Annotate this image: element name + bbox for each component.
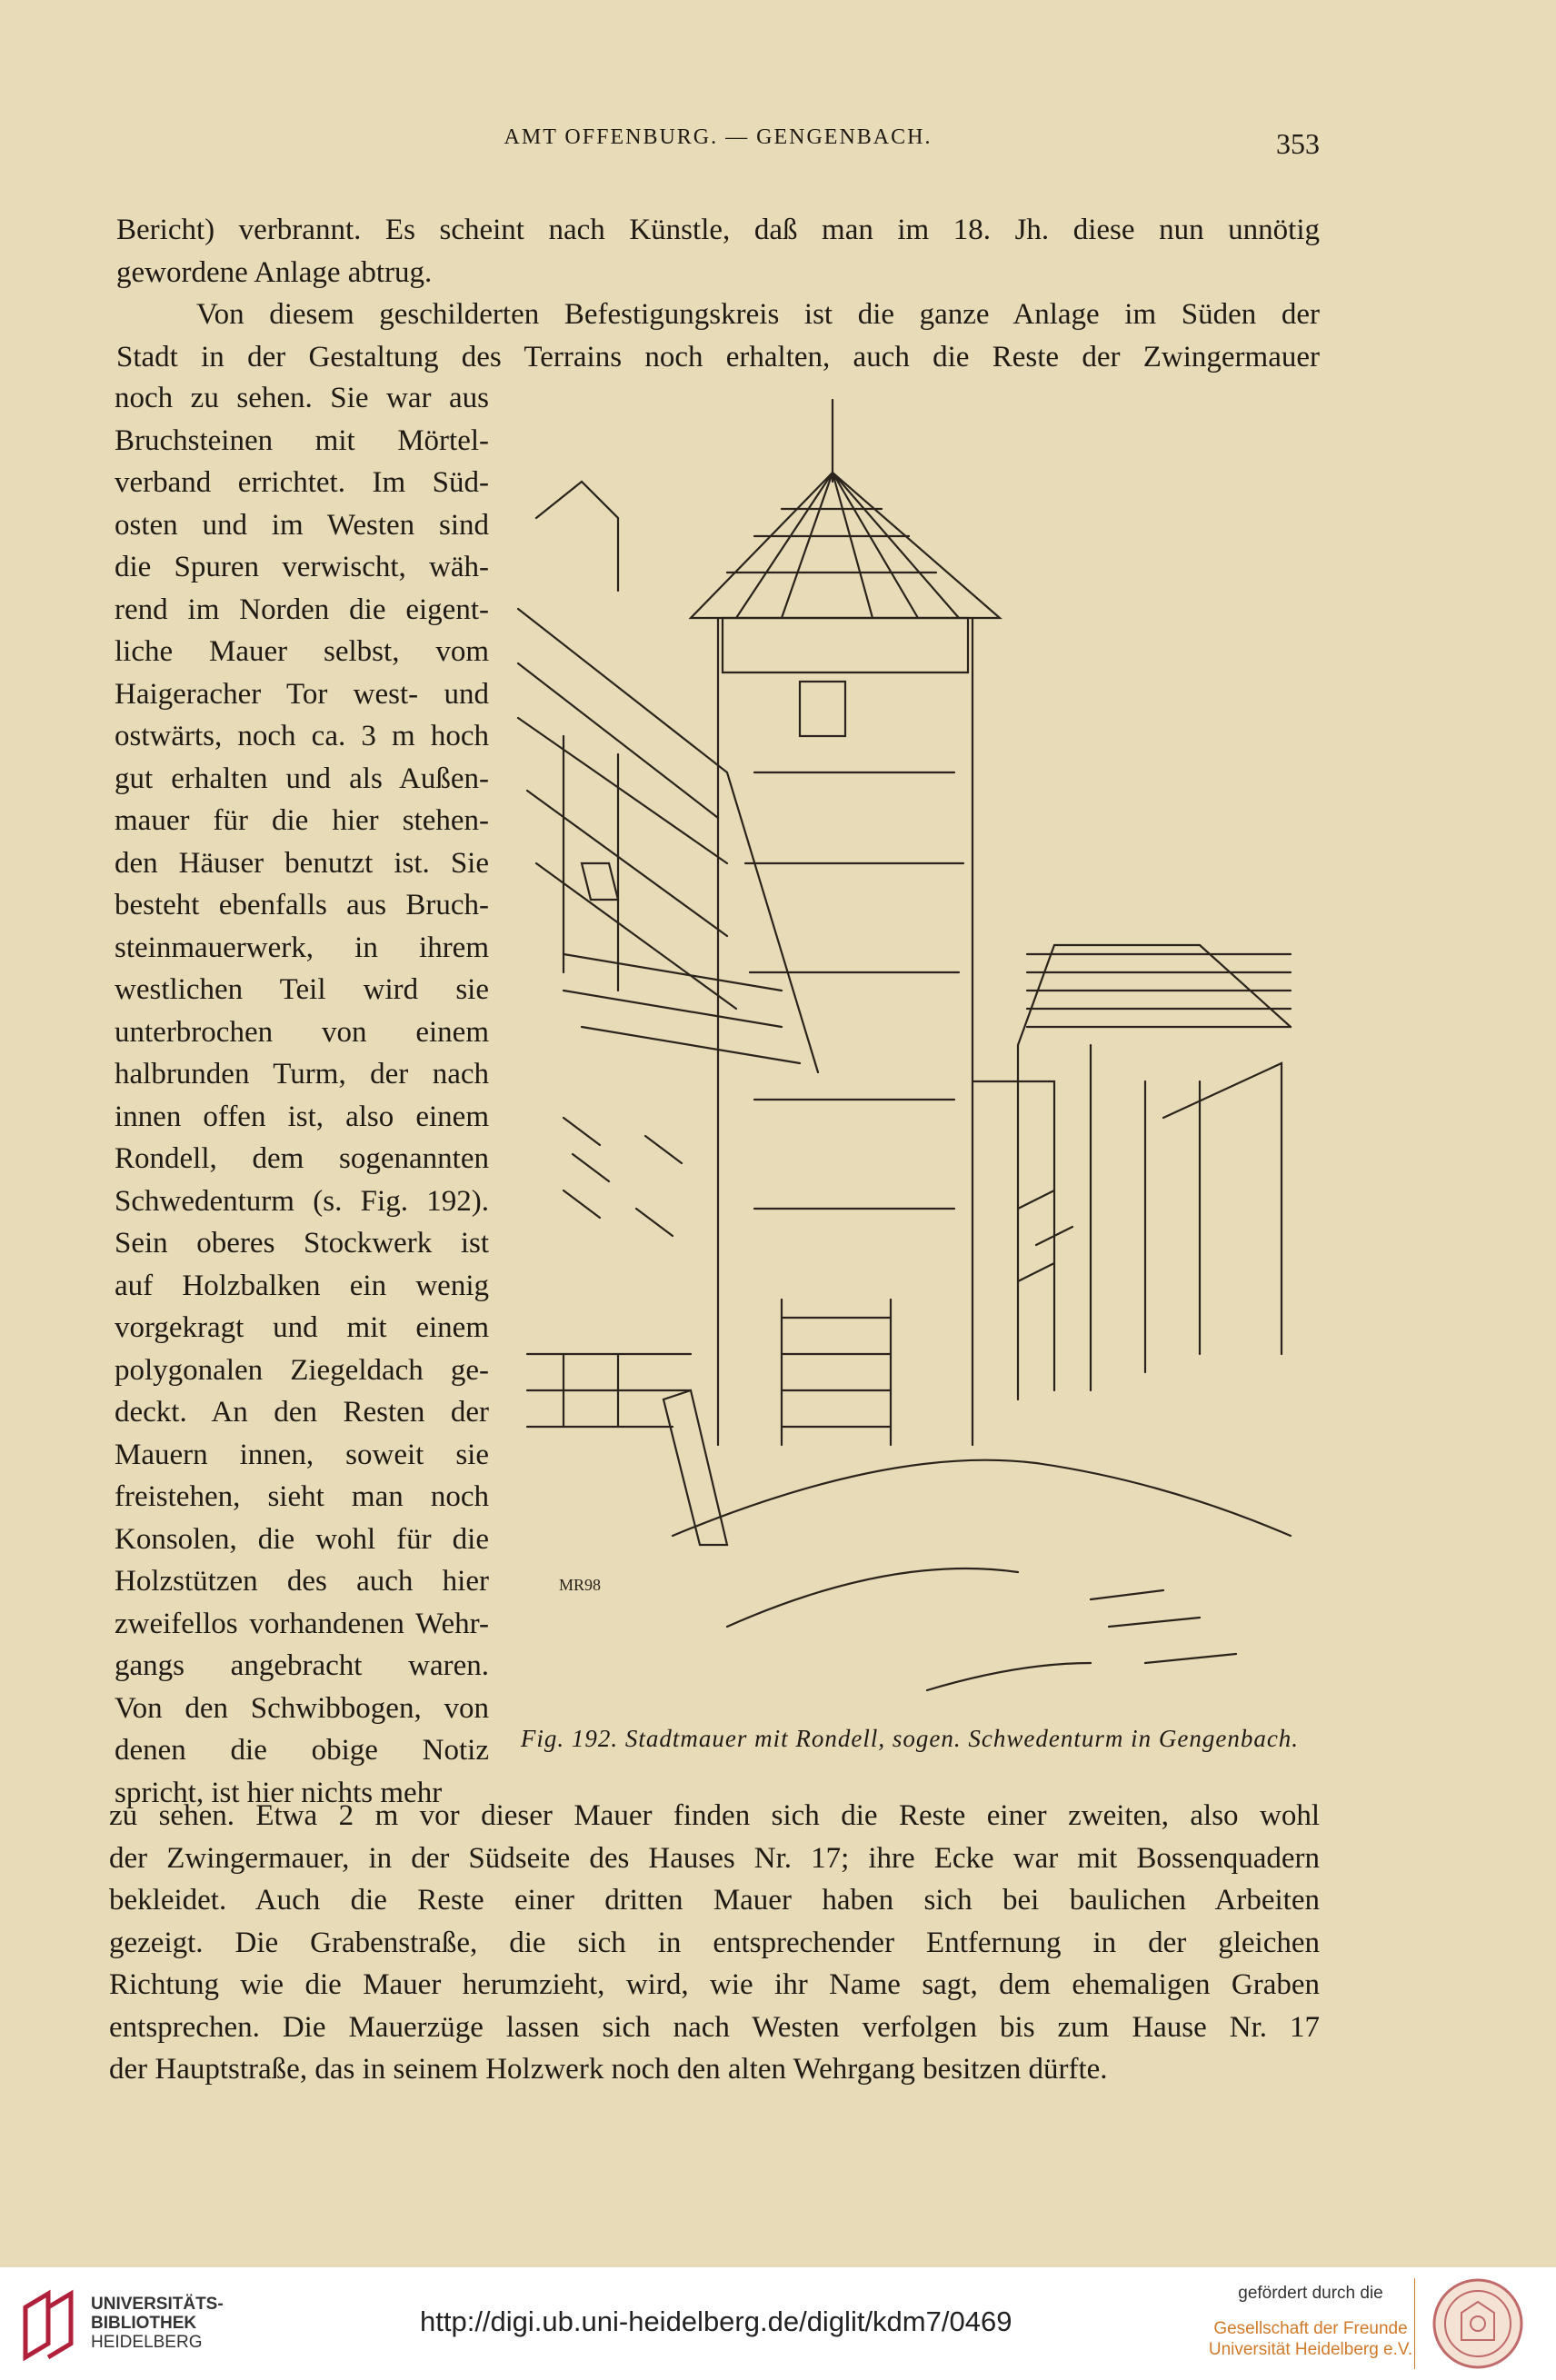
paragraph-3 xyxy=(109,1795,1320,2091)
text-line: gewordene Anlage abtrug. xyxy=(116,255,433,289)
sponsor-block xyxy=(1202,2284,1420,2360)
text-line: entsprechen. Die Mauerzüge lassen sich nach Westen verfolgen bis zum Hause Nr. 17 xyxy=(109,2010,1320,2044)
text-line: vorgekragt und mit einem xyxy=(115,1311,489,1344)
page-number: 353 xyxy=(1276,127,1320,160)
university-seal-icon xyxy=(1431,2276,1525,2371)
text-line: steinmauerwerk, in ihrem xyxy=(115,931,489,964)
library-line: HEIDELBERG xyxy=(91,2333,203,2352)
text-line: Sein oberes Stockwerk ist xyxy=(115,1227,489,1260)
text-line: Bruchsteinen mit Mörtel- xyxy=(115,423,489,457)
text-line: innen offen ist, also einem xyxy=(115,1100,489,1133)
ub-heidelberg-logo-icon[interactable] xyxy=(16,2289,80,2362)
text-line: westlichen Teil wird sie xyxy=(115,973,489,1006)
text-line: Richtung wie die Mauer herumzieht, wird, wie ihr Name sagt, dem ehemaligen Graben xyxy=(109,1968,1320,2001)
text-line: Mauern innen, soweit sie xyxy=(115,1438,489,1471)
text-line: spricht, ist hier nichts mehr xyxy=(115,1776,443,1809)
text-line: noch zu sehen. Sie war aus xyxy=(115,382,489,414)
text-line: mauer für die hier stehen- xyxy=(115,804,489,837)
sponsor-name[interactable]: Universität Heidelberg e.V. xyxy=(1208,2340,1413,2359)
text-line: Haigeracher Tor west- und xyxy=(115,677,489,711)
text-line: den Häuser benutzt ist. Sie xyxy=(115,846,489,880)
text-line: polygonalen Ziegeldach ge- xyxy=(115,1353,489,1387)
text-line: Bericht) verbrannt. Es scheint nach Künstle, daß man im 18. Jh. diese nun unnötig xyxy=(116,214,1320,246)
text-line: der Zwingermauer, in der Südseite des Hauses Nr. 17; ihre Ecke war mit Bossenquadern xyxy=(109,1841,1320,1875)
text-line: Stadt in der Gestaltung des Terrains noch erhalten, auch die Reste der Zwingermauer xyxy=(116,340,1320,373)
footer-divider xyxy=(1414,2278,1415,2369)
text-line: zu sehen. Etwa 2 m vor dieser Mauer finden sich die Reste einer zweiten, also wohl xyxy=(109,1799,1320,1832)
text-line: ostwärts, noch ca. 3 m hoch xyxy=(115,720,489,752)
library-name xyxy=(91,2295,224,2352)
text-column-left xyxy=(115,377,489,1814)
text-line: Konsolen, die wohl für die xyxy=(115,1522,489,1556)
figure-caption: Fig. 192. Stadtmauer mit Rondell, sogen. Schwedenturm in Gengenbach. xyxy=(520,1725,1300,1752)
artist-signature: MR98 xyxy=(559,1576,602,1594)
text-line: liche Mauer selbst, vom xyxy=(115,635,489,668)
text-line: gut erhalten und als Außen- xyxy=(115,762,489,795)
sponsor-prefix: gefördert durch die xyxy=(1238,2284,1383,2303)
library-line: UNIVERSITÄTS- xyxy=(91,2295,224,2314)
paragraph-1 xyxy=(116,209,1320,294)
text-line: rend im Norden die eigent- xyxy=(115,593,489,626)
text-line: Schwedenturm (s. Fig. 192). xyxy=(115,1184,489,1218)
text-line: verband errichtet. Im Süd- xyxy=(115,466,489,499)
text-line: gangs angebracht waren. xyxy=(115,1649,489,1682)
permalink-url[interactable]: http://digi.ub.uni-heidelberg.de/diglit/kdm7/0469 xyxy=(420,2305,1012,2337)
running-title: AMT OFFENBURG. — GENGENBACH. xyxy=(504,125,933,149)
text-line: gezeigt. Die Grabenstraße, die sich in entsprechender Entfernung in der gleichen xyxy=(109,1926,1320,1959)
text-line: osten und im Westen sind xyxy=(115,508,489,542)
text-line: der Hauptstraße, das in seinem Holzwerk noch den alten Wehrgang besitzen dürfte. xyxy=(109,2053,1108,2086)
text-line: Holzstützen des auch hier xyxy=(115,1565,489,1598)
paragraph-2 xyxy=(116,294,1320,378)
text-line: denen die obige Notiz xyxy=(115,1734,489,1767)
text-line: freistehen, sieht man noch xyxy=(115,1480,489,1513)
text-line: Von diesem geschilderten Befestigungskreis ist die ganze Anlage im Süden der xyxy=(196,298,1320,331)
text-line: Von den Schwibbogen, von xyxy=(115,1691,489,1725)
text-line: die Spuren verwischt, wäh- xyxy=(115,551,489,583)
text-line: bekleidet. Auch die Reste einer dritten Mauer haben sich bei baulichen Arbeiten xyxy=(109,1884,1320,1917)
text-line: zweifellos vorhandenen Wehr- xyxy=(115,1607,489,1640)
text-line: auf Holzbalken ein wenig xyxy=(115,1269,489,1302)
viewer-footer xyxy=(0,2267,1556,2380)
text-line: unterbrochen von einem xyxy=(115,1015,489,1049)
figure-schwedenturm-illustration xyxy=(509,391,1327,1708)
text-line: besteht ebenfalls aus Bruch- xyxy=(115,889,489,921)
library-line: BIBLIOTHEK xyxy=(91,2314,197,2333)
text-line: Rondell, dem sogenannten xyxy=(115,1142,489,1175)
text-line: deckt. An den Resten der xyxy=(115,1396,489,1429)
sponsor-name[interactable]: Gesellschaft der Freunde xyxy=(1213,2319,1408,2338)
text-line: halbrunden Turm, der nach xyxy=(115,1058,489,1090)
